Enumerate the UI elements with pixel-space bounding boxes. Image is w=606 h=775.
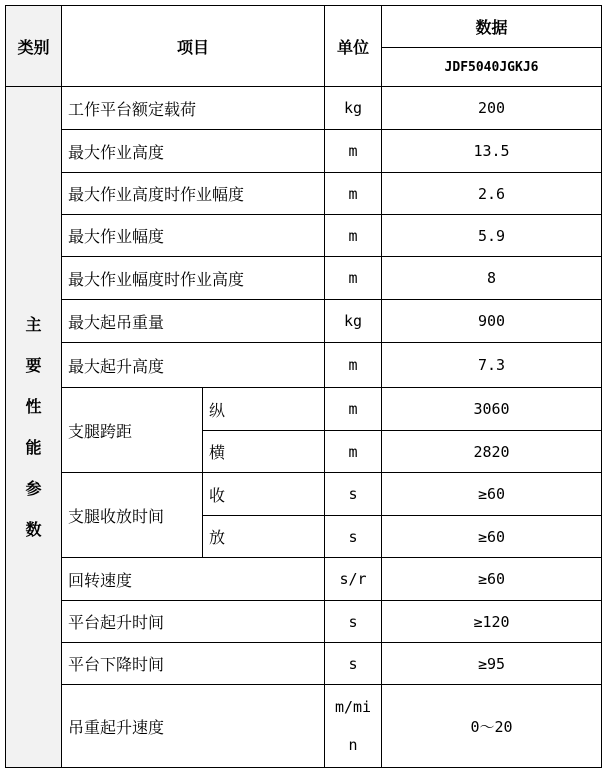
- outrigger-span-item: 支腿跨距: [62, 388, 203, 473]
- outrigger-time-sub: 放: [203, 516, 325, 558]
- row-unit: s: [325, 473, 382, 516]
- table-row: [6, 257, 602, 300]
- row-item: 最大起吊重量: [62, 300, 325, 343]
- row-value: 0～20: [382, 685, 602, 768]
- row-item: 吊重起升速度: [62, 685, 325, 768]
- row-value: ≥120: [382, 601, 602, 643]
- table-row: [6, 388, 602, 431]
- row-value: ≥60: [382, 473, 602, 516]
- outrigger-time-sub: 收: [203, 473, 325, 516]
- row-value: 3060: [382, 388, 602, 431]
- row-unit: m/min: [334, 698, 372, 754]
- row-unit: kg: [325, 300, 382, 343]
- row-unit: m: [325, 257, 382, 300]
- row-unit: m: [325, 130, 382, 173]
- row-value: 2.6: [382, 173, 602, 215]
- row-item: 工作平台额定载荷: [62, 87, 325, 130]
- header-row: [6, 6, 602, 48]
- row-unit: m: [325, 215, 382, 257]
- row-value: 13.5: [382, 130, 602, 173]
- table-row: [6, 643, 602, 685]
- row-unit: s: [325, 643, 382, 685]
- row-unit: s: [325, 601, 382, 643]
- row-unit-cell: [325, 685, 382, 768]
- row-item: 最大作业幅度: [62, 215, 325, 257]
- table-row: [6, 215, 602, 257]
- category-cell: [6, 87, 62, 768]
- row-unit: m: [325, 343, 382, 388]
- table-row: [6, 685, 602, 768]
- row-unit: kg: [325, 87, 382, 130]
- header-model: JDF5040JGKJ6: [382, 48, 602, 87]
- row-item: 回转速度: [62, 558, 325, 601]
- table-row: [6, 130, 602, 173]
- table-row: [6, 473, 602, 516]
- row-value: 5.9: [382, 215, 602, 257]
- header-item: 项目: [62, 6, 325, 87]
- row-item: 最大作业幅度时作业高度: [62, 257, 325, 300]
- header-unit: 单位: [325, 6, 382, 87]
- category-label: 主要性能参数: [25, 315, 42, 539]
- outrigger-span-sub: 纵: [203, 388, 325, 431]
- outrigger-time-item: 支腿收放时间: [62, 473, 203, 558]
- table-row: [6, 601, 602, 643]
- row-value: ≥60: [382, 516, 602, 558]
- outrigger-span-sub: 横: [203, 431, 325, 473]
- row-value: 200: [382, 87, 602, 130]
- row-item: 最大起升高度: [62, 343, 325, 388]
- row-unit: m: [325, 173, 382, 215]
- row-unit: s/r: [325, 558, 382, 601]
- spec-table: [5, 5, 602, 768]
- header-data: 数据: [382, 6, 602, 48]
- table-row: [6, 173, 602, 215]
- row-item: 平台起升时间: [62, 601, 325, 643]
- row-value: ≥95: [382, 643, 602, 685]
- table-row: [6, 300, 602, 343]
- row-value: 900: [382, 300, 602, 343]
- header-category: 类别: [6, 6, 62, 87]
- row-unit: m: [325, 388, 382, 431]
- row-value: 8: [382, 257, 602, 300]
- row-unit: m: [325, 431, 382, 473]
- row-value: ≥60: [382, 558, 602, 601]
- table-row: [6, 343, 602, 388]
- table-row: [6, 87, 602, 130]
- row-value: 7.3: [382, 343, 602, 388]
- row-unit: s: [325, 516, 382, 558]
- row-item: 平台下降时间: [62, 643, 325, 685]
- table-row: [6, 558, 602, 601]
- row-value: 2820: [382, 431, 602, 473]
- row-item: 最大作业高度: [62, 130, 325, 173]
- row-item: 最大作业高度时作业幅度: [62, 173, 325, 215]
